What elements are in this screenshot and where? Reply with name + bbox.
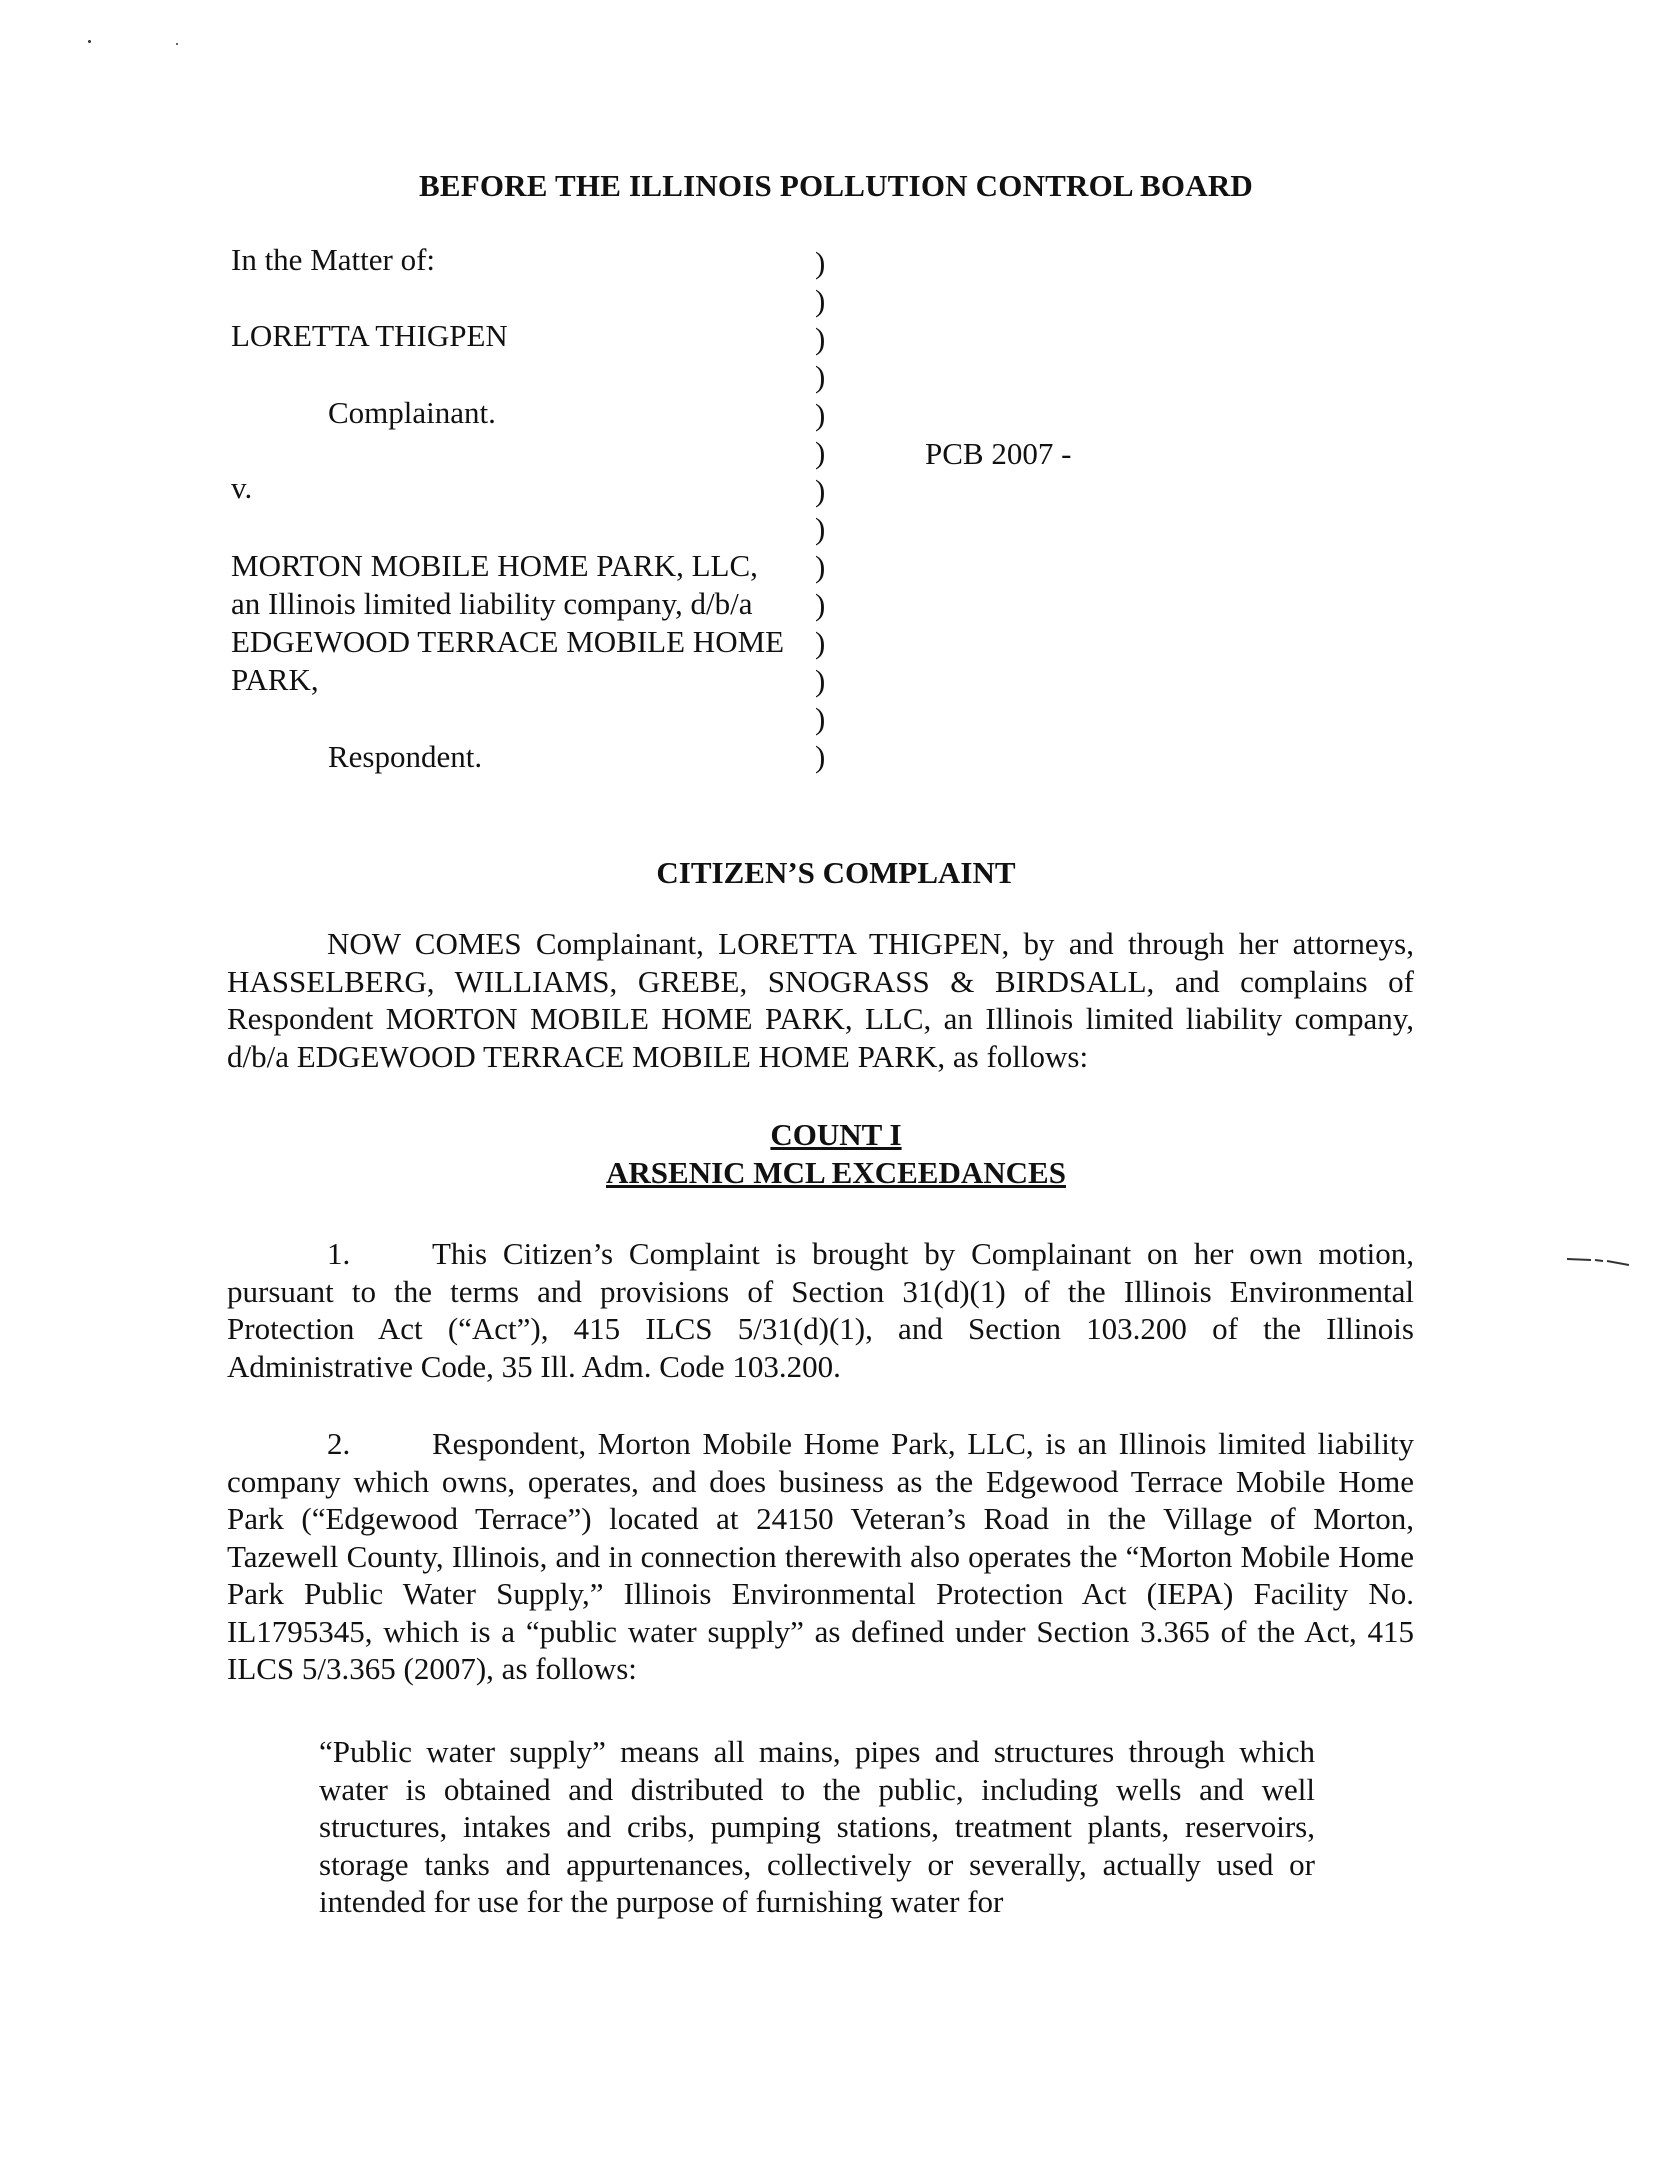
caption-respondent-line: PARK,	[231, 662, 319, 697]
caption-versus: v.	[231, 470, 253, 505]
caption-paren: )	[815, 587, 826, 622]
caption-respondent-line: MORTON MOBILE HOME PARK, LLC,	[231, 548, 758, 583]
intro-paragraph	[227, 925, 1414, 1075]
margin-mark	[1567, 1255, 1629, 1267]
caption-respondent-line: EDGEWOOD TERRACE MOBILE HOME	[231, 624, 785, 659]
document-heading: BEFORE THE ILLINOIS POLLUTION CONTROL BOARD	[418, 168, 1254, 203]
caption-paren: )	[815, 739, 826, 774]
caption-paren: )	[815, 663, 826, 698]
caption-paren: )	[815, 511, 826, 546]
caption-paren: )	[815, 397, 826, 432]
caption-paren: )	[815, 245, 826, 280]
caption-complainant-name: LORETTA THIGPEN	[231, 318, 508, 353]
paragraph-text: Respondent, Morton Mobile Home Park, LLC, is an Illinois limited liability company which owns, operates, and does business as the Edgewood Terrace Mobile Home Park (“Edgewood Terrace”) located at 24150 Veteran’s Road in the Village of Morton, Tazewell County, Illinois, and in connection therewith also operates the “Morton Mobile Home Park Public Water Supply,” Illinois Environmental Protection Act (IEPA) Facility No. IL1795345, which is a “public water supply” as defined under Section 3.365 of the Act, 415 ILCS 5/3.365 (2007), as follows:	[227, 1426, 1414, 1686]
caption-complainant-role: Complainant.	[328, 395, 496, 430]
scan-speck	[176, 43, 178, 45]
numbered-paragraph	[227, 1425, 1414, 1688]
caption-paren: )	[815, 435, 826, 470]
intro-text: NOW COMES Complainant, LORETTA THIGPEN, by and through her attorneys, HASSELBERG, WILLIAMS, GREBE, SNOGRASS & BIRDSALL, and complains of Respondent MORTON MOBILE HOME PARK, LLC, an Illinois limited liability company, d/b/a EDGEWOOD TERRACE MOBILE HOME PARK, as follows:	[227, 926, 1414, 1074]
count-subtitle: ARSENIC MCL EXCEEDANCES	[606, 1155, 1066, 1190]
caption-paren: )	[815, 283, 826, 318]
block-quote: “Public water supply” means all mains, pipes and structures through which water is obtained and distributed to the public, including wells and well structures, intakes and cribs, pumping stations, treatment plants, reservoirs, storage tanks and appurtenances, collectively or severally, actually used or intended for use for the purpose of furnishing water for	[319, 1734, 1315, 1919]
scan-speck	[88, 40, 91, 43]
caption-paren: )	[815, 359, 826, 394]
caption-respondent-line: an Illinois limited liability company, d/b/a	[231, 586, 753, 621]
caption-in-the-matter: In the Matter of:	[231, 242, 436, 277]
count-label: COUNT I	[770, 1117, 902, 1152]
caption-paren: )	[815, 625, 826, 660]
paragraph-number: 1.	[327, 1236, 351, 1271]
caption-paren: )	[815, 473, 826, 508]
numbered-paragraph	[227, 1235, 1414, 1385]
case-number: PCB 2007 -	[925, 436, 1072, 471]
paragraph-text: This Citizen’s Complaint is brought by Complainant on her own motion, pursuant to the terms and provisions of Section 31(d)(1) of the Illinois Environmental Protection Act (“Act”), 415 ILCS 5/31(d)(1), and Section 103.200 of the Illinois Administrative Code, 35 Ill. Adm. Code 103.200.	[227, 1236, 1414, 1384]
caption-paren: )	[815, 321, 826, 356]
complaint-title: CITIZEN’S COMPLAINT	[656, 855, 1016, 890]
caption-respondent-role: Respondent.	[328, 739, 483, 774]
paragraph-number: 2.	[327, 1426, 351, 1461]
caption-paren: )	[815, 549, 826, 584]
caption-paren: )	[815, 701, 826, 736]
